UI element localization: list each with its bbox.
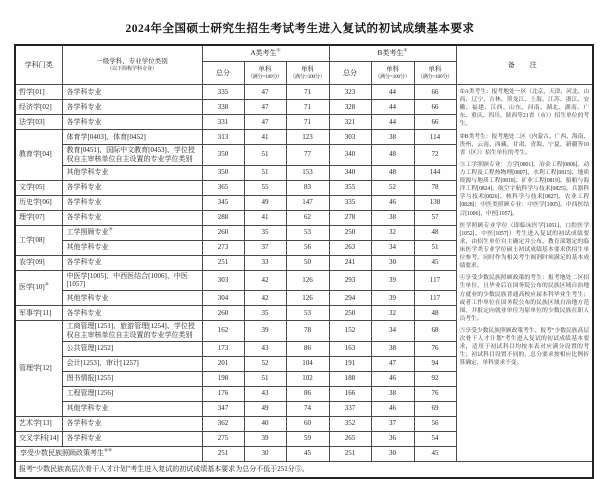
score-cell: 250 bbox=[329, 306, 371, 321]
score-cell: 34 bbox=[371, 321, 414, 342]
score-cell: 45 bbox=[414, 255, 456, 270]
score-cell: 57 bbox=[414, 210, 456, 225]
score-cell: 50 bbox=[286, 255, 329, 270]
score-cell: 38 bbox=[371, 210, 414, 225]
score-cell: 54 bbox=[414, 431, 456, 446]
category-cell: 医学[10]③ bbox=[15, 270, 62, 306]
category-cell: 交叉学科[14] bbox=[15, 431, 62, 446]
score-cell: 35 bbox=[244, 225, 286, 240]
score-cell: 37 bbox=[244, 240, 286, 255]
score-cell: 86 bbox=[286, 386, 329, 401]
score-cell: 304 bbox=[202, 291, 244, 306]
score-cell: 46 bbox=[371, 371, 414, 386]
score-cell: 92 bbox=[414, 371, 456, 386]
score-cell: 39 bbox=[371, 291, 414, 306]
score-cell: 176 bbox=[202, 386, 244, 401]
discipline-cell: 工商管理[1251]、旅游管理[1254]、学位授权自主审核单位自主设置的专业学位类别 bbox=[62, 321, 202, 342]
discipline-cell: 各学科专业 bbox=[62, 180, 202, 195]
score-cell: 51 bbox=[244, 165, 286, 180]
score-cell: 303 bbox=[202, 270, 244, 291]
score-cell: 78 bbox=[414, 180, 456, 195]
category-cell: 理学[07] bbox=[15, 210, 62, 225]
score-cell: 250 bbox=[329, 225, 371, 240]
header-single-gt100-a bbox=[286, 62, 329, 85]
score-cell: 345 bbox=[202, 195, 244, 210]
score-cell: 51 bbox=[244, 371, 286, 386]
score-cell: 30 bbox=[371, 446, 414, 461]
score-cell: 47 bbox=[244, 85, 286, 100]
score-cell: 34 bbox=[371, 240, 414, 255]
score-cell: 355 bbox=[329, 180, 371, 195]
score-cell: 201 bbox=[202, 356, 244, 371]
score-cell: 39 bbox=[244, 321, 286, 342]
header-single-paren: （满分=100分） bbox=[247, 73, 283, 80]
score-cell: 44 bbox=[371, 115, 414, 130]
score-cell: 37 bbox=[371, 416, 414, 431]
header-subject-category: 学科门类 bbox=[15, 45, 62, 85]
category-cell: 经济学[02] bbox=[15, 100, 62, 115]
discipline-cell: 各学科专业 bbox=[62, 416, 202, 431]
score-cell: 71 bbox=[286, 115, 329, 130]
score-cell: 123 bbox=[286, 130, 329, 145]
score-cell: 265 bbox=[329, 431, 371, 446]
score-cell: 126 bbox=[286, 270, 329, 291]
score-cell: 78 bbox=[286, 321, 329, 342]
score-cell: 46 bbox=[371, 401, 414, 416]
score-cell: 338 bbox=[202, 100, 244, 115]
score-cell: 41 bbox=[244, 130, 286, 145]
score-cell: 321 bbox=[329, 115, 371, 130]
header-total-b: 总分 bbox=[329, 62, 371, 85]
discipline-cell: 其他学科专业 bbox=[62, 401, 202, 416]
discipline-cell: 各学科专业 bbox=[62, 210, 202, 225]
discipline-cell: 图书情报[1255] bbox=[62, 371, 202, 386]
score-cell: 51 bbox=[414, 240, 456, 255]
score-cell: 39 bbox=[244, 431, 286, 446]
score-cell: 68 bbox=[414, 321, 456, 342]
score-cell: 47 bbox=[371, 356, 414, 371]
footnote-marker-b: ② bbox=[403, 47, 408, 53]
category-cell: 教育学[04] bbox=[15, 130, 62, 181]
remark-paragraph: ③工学照顾专业：力学[0801]、冶金工程[0806]、动力工程及工程热物理[0807]、水利工程[0815]、地质资源与地质工程[0818]、矿业工程[0819]、船舶与海洋工程[0824]、航空宇航科学与技术[0825]、兵器科学与技术[0826]、核科学与技术[0827]、农业工程[0828]；中医类照顾专业：中医学[1005]、中西医结合[1006]、中医[1057]。 bbox=[459, 161, 590, 217]
header-total-a: 总分 bbox=[202, 62, 244, 85]
category-cell: 管理学[12] bbox=[15, 321, 62, 417]
score-cell: 188 bbox=[329, 371, 371, 386]
score-cell: 53 bbox=[286, 306, 329, 321]
score-cell: 251 bbox=[202, 446, 244, 461]
score-cell: 49 bbox=[244, 401, 286, 416]
score-cell: 138 bbox=[414, 195, 456, 210]
score-cell: 53 bbox=[286, 225, 329, 240]
score-cell: 147 bbox=[286, 195, 329, 210]
footnote-marker: ③ bbox=[44, 282, 49, 288]
score-cell: 45 bbox=[414, 446, 456, 461]
score-cell: 59 bbox=[286, 431, 329, 446]
score-cell: 60 bbox=[286, 416, 329, 431]
score-cell: 86 bbox=[286, 341, 329, 356]
header-remark: 备 注 bbox=[456, 45, 593, 85]
table-row bbox=[15, 85, 593, 100]
score-cell: 331 bbox=[202, 115, 244, 130]
discipline-cell: 各学科专业 bbox=[62, 255, 202, 270]
score-cell: 43 bbox=[244, 341, 286, 356]
header-discipline-line1: 一级学科、专业学位类别 bbox=[96, 57, 168, 65]
discipline-cell: 各学科专业 bbox=[62, 100, 202, 115]
footnote-marker: ③ bbox=[108, 226, 113, 232]
header-single-eq100-b bbox=[371, 62, 414, 85]
score-cell: 152 bbox=[329, 321, 371, 342]
header-single-label: 单科 bbox=[386, 65, 399, 73]
score-cell: 39 bbox=[371, 270, 414, 291]
header-single-label: 单科 bbox=[428, 65, 442, 73]
footnote-marker: ④⑤ bbox=[104, 447, 113, 453]
score-cell: 273 bbox=[202, 240, 244, 255]
remark-paragraph: ①A类考生：报考地处一区（北京、天津、河北、山西、辽宁、吉林、黑龙江、上海、江苏、浙江、安徽、福建、江西、山东、河南、湖北、湖南、广东、重庆、四川、陕西等21省（市））招生单位的考生。 bbox=[459, 89, 590, 128]
header-group-a-label: A类考生 bbox=[250, 49, 277, 58]
discipline-cell: 教育[0451]、国际中文教育[0453]、学位授权自主审核单位自主设置的专业学位类别 bbox=[62, 145, 202, 166]
header-single-label: 单科 bbox=[301, 65, 314, 73]
discipline-cell: 中医学[1005]、中西医结合[1006]、中医[1057] bbox=[62, 270, 202, 291]
score-cell: 352 bbox=[329, 416, 371, 431]
score-cell: 173 bbox=[202, 341, 244, 356]
score-cell: 313 bbox=[202, 130, 244, 145]
score-cell: 94 bbox=[414, 356, 456, 371]
score-cell: 251 bbox=[202, 255, 244, 270]
score-cell: 69 bbox=[414, 401, 456, 416]
score-cell: 42 bbox=[244, 291, 286, 306]
discipline-cell: 其他学科专业 bbox=[62, 291, 202, 306]
score-cell: 41 bbox=[244, 210, 286, 225]
score-cell: 36 bbox=[371, 431, 414, 446]
score-cell: 33 bbox=[244, 255, 286, 270]
score-cell: 126 bbox=[286, 291, 329, 306]
score-cell: 275 bbox=[202, 431, 244, 446]
discipline-cell: 公共管理[1252] bbox=[62, 341, 202, 356]
score-cell: 153 bbox=[286, 165, 329, 180]
score-cell: 260 bbox=[202, 225, 244, 240]
header-single-gt100-b bbox=[414, 62, 456, 85]
score-cell: 52 bbox=[244, 356, 286, 371]
score-cell: 46 bbox=[371, 195, 414, 210]
score-cell: 48 bbox=[371, 145, 414, 166]
score-cell: 337 bbox=[329, 401, 371, 416]
score-cell: 293 bbox=[329, 270, 371, 291]
header-single-label: 单科 bbox=[258, 65, 272, 73]
special-row-label: 享受少数民族照顾政策考生④⑤ bbox=[15, 446, 202, 461]
score-cell: 241 bbox=[329, 255, 371, 270]
score-cell: 76 bbox=[414, 341, 456, 356]
score-cell: 347 bbox=[202, 401, 244, 416]
page-title: 2024年全国硕士研究生招生考试考生进入复试的初试成绩基本要求 bbox=[125, 23, 475, 35]
remark-paragraph: ④享受少数民族照顾政策的考生：报考地处二区招生单位，且毕业后在国务院公布的民族区域自治地方就业的少数民族普通高校应届本科毕业生考生；或者工作单位在国务院公布的民族区域自治地方范围，并报定向就业单位为原单位的少数民族在职人员考生。 bbox=[459, 275, 590, 322]
discipline-cell: 其他学科专业 bbox=[62, 165, 202, 180]
score-cell: 362 bbox=[202, 416, 244, 431]
category-cell: 农学[09] bbox=[15, 255, 62, 270]
score-cell: 74 bbox=[286, 401, 329, 416]
category-cell: 法学[03] bbox=[15, 115, 62, 130]
header-single-paren: （满分=100分） bbox=[375, 73, 410, 80]
score-cell: 294 bbox=[329, 291, 371, 306]
score-cell: 340 bbox=[329, 145, 371, 166]
score-cell: 71 bbox=[286, 100, 329, 115]
score-cell: 51 bbox=[244, 145, 286, 166]
header-row-groups bbox=[15, 45, 593, 62]
category-cell: 工学[08] bbox=[15, 225, 62, 255]
header-group-b-label: B类考生 bbox=[377, 49, 404, 58]
score-cell: 30 bbox=[244, 446, 286, 461]
score-cell: 43 bbox=[244, 386, 286, 401]
score-cell: 350 bbox=[202, 165, 244, 180]
score-cell: 83 bbox=[286, 180, 329, 195]
score-cell: 71 bbox=[286, 85, 329, 100]
score-cell: 278 bbox=[329, 210, 371, 225]
score-cell: 48 bbox=[414, 306, 456, 321]
score-cell: 102 bbox=[286, 371, 329, 386]
header-discipline-line2: （以下简称学科专业） bbox=[107, 65, 157, 72]
category-cell: 文学[05] bbox=[15, 180, 62, 195]
score-cell: 104 bbox=[286, 356, 329, 371]
score-cell: 76 bbox=[414, 386, 456, 401]
score-cell: 62 bbox=[286, 210, 329, 225]
score-cell: 45 bbox=[286, 446, 329, 461]
score-cell: 49 bbox=[244, 195, 286, 210]
score-table bbox=[14, 44, 594, 479]
score-cell: 163 bbox=[329, 341, 371, 356]
header-single-eq100-a bbox=[244, 62, 286, 85]
score-cell: 38 bbox=[371, 130, 414, 145]
score-cell: 365 bbox=[202, 180, 244, 195]
score-cell: 35 bbox=[244, 306, 286, 321]
score-cell: 47 bbox=[244, 115, 286, 130]
score-cell: 55 bbox=[244, 180, 286, 195]
score-cell: 32 bbox=[371, 225, 414, 240]
discipline-cell: 其他学科专业 bbox=[62, 240, 202, 255]
score-cell: 350 bbox=[202, 145, 244, 166]
score-cell: 251 bbox=[329, 446, 371, 461]
score-cell: 30 bbox=[371, 255, 414, 270]
score-cell: 288 bbox=[202, 210, 244, 225]
score-cell: 32 bbox=[371, 306, 414, 321]
score-cell: 263 bbox=[329, 240, 371, 255]
score-cell: 38 bbox=[371, 386, 414, 401]
discipline-cell: 各学科专业 bbox=[62, 115, 202, 130]
score-cell: 66 bbox=[414, 115, 456, 130]
score-cell: 52 bbox=[371, 180, 414, 195]
score-table-body bbox=[15, 85, 593, 478]
score-cell: 42 bbox=[244, 270, 286, 291]
discipline-cell: 各学科专业 bbox=[62, 85, 202, 100]
score-cell: 48 bbox=[371, 165, 414, 180]
discipline-cell: 工程管理[1256] bbox=[62, 386, 202, 401]
footer-note-row bbox=[15, 461, 593, 478]
header-group-b bbox=[329, 45, 456, 62]
score-cell: 44 bbox=[371, 85, 414, 100]
remark-cell bbox=[456, 85, 593, 462]
remark-paragraph: ⑤享受少数民族照顾政策考生、报考“少数民族高层次骨干人才计划”考生进入复试的初试成绩基本要求，适用于初试科目均按本表对应满分设置的考生；初试科目设置不同的，总分要求按相应比例折算确定，单科要求不变。 bbox=[459, 327, 590, 367]
score-cell: 260 bbox=[202, 306, 244, 321]
header-single-paren: （满分>100分） bbox=[417, 73, 453, 80]
score-cell: 48 bbox=[414, 225, 456, 240]
score-cell: 38 bbox=[371, 341, 414, 356]
score-cell: 340 bbox=[329, 165, 371, 180]
header-discipline bbox=[62, 45, 202, 85]
header-single-paren: （满分>100分） bbox=[290, 73, 325, 80]
score-cell: 144 bbox=[414, 165, 456, 180]
score-cell: 44 bbox=[371, 100, 414, 115]
discipline-cell: 各学科专业 bbox=[62, 431, 202, 446]
discipline-cell: 会计[1253]、审计[1257] bbox=[62, 356, 202, 371]
score-cell: 66 bbox=[414, 85, 456, 100]
score-cell: 323 bbox=[329, 85, 371, 100]
category-cell: 哲学[01] bbox=[15, 85, 62, 100]
score-cell: 56 bbox=[286, 240, 329, 255]
category-cell: 历史学[06] bbox=[15, 195, 62, 210]
score-cell: 77 bbox=[286, 145, 329, 166]
score-cell: 166 bbox=[329, 386, 371, 401]
score-cell: 47 bbox=[244, 100, 286, 115]
score-cell: 328 bbox=[329, 100, 371, 115]
score-cell: 72 bbox=[414, 145, 456, 166]
score-cell: 198 bbox=[202, 371, 244, 386]
discipline-cell: 各学科专业 bbox=[62, 195, 202, 210]
score-cell: 303 bbox=[329, 130, 371, 145]
score-cell: 66 bbox=[414, 100, 456, 115]
footnote-marker-a: ① bbox=[276, 47, 281, 53]
header-group-a bbox=[202, 45, 329, 62]
remark-paragraph: 医学照顾专业学位（即临床医学[1051]、口腔医学[1052]、中医[1057]）考生进入复试的初试成绩要求，由招生单位自主确定并公布。教育部划定的临床医学类专业学位硕士初试成绩基本要求供招生单位参考，同时作为相关考生调剂时须满足的基本成绩要求。 bbox=[459, 222, 590, 270]
score-cell: 117 bbox=[414, 291, 456, 306]
discipline-cell: 体育学[0403]、体育[0452] bbox=[62, 130, 202, 145]
score-cell: 191 bbox=[329, 356, 371, 371]
discipline-cell: 工学照顾专业③ bbox=[62, 225, 202, 240]
score-cell: 114 bbox=[414, 130, 456, 145]
score-cell: 40 bbox=[244, 416, 286, 431]
score-cell: 56 bbox=[414, 416, 456, 431]
category-cell: 军事学[11] bbox=[15, 306, 62, 321]
score-cell: 335 bbox=[202, 85, 244, 100]
discipline-cell: 各学科专业 bbox=[62, 306, 202, 321]
score-cell: 162 bbox=[202, 321, 244, 342]
score-cell: 117 bbox=[414, 270, 456, 291]
footer-note: 报考“少数民族高层次骨干人才计划”考生进入复试的初试成绩基本要求为总分不低于251分⑤。 bbox=[15, 461, 593, 478]
score-cell: 335 bbox=[329, 195, 371, 210]
category-cell: 艺术学[13] bbox=[15, 416, 62, 431]
remark-paragraph: ②B类考生：报考地处二区（内蒙古、广西、海南、贵州、云南、西藏、甘肃、青海、宁夏、新疆等10省（区））招生单位的考生。 bbox=[459, 133, 590, 156]
